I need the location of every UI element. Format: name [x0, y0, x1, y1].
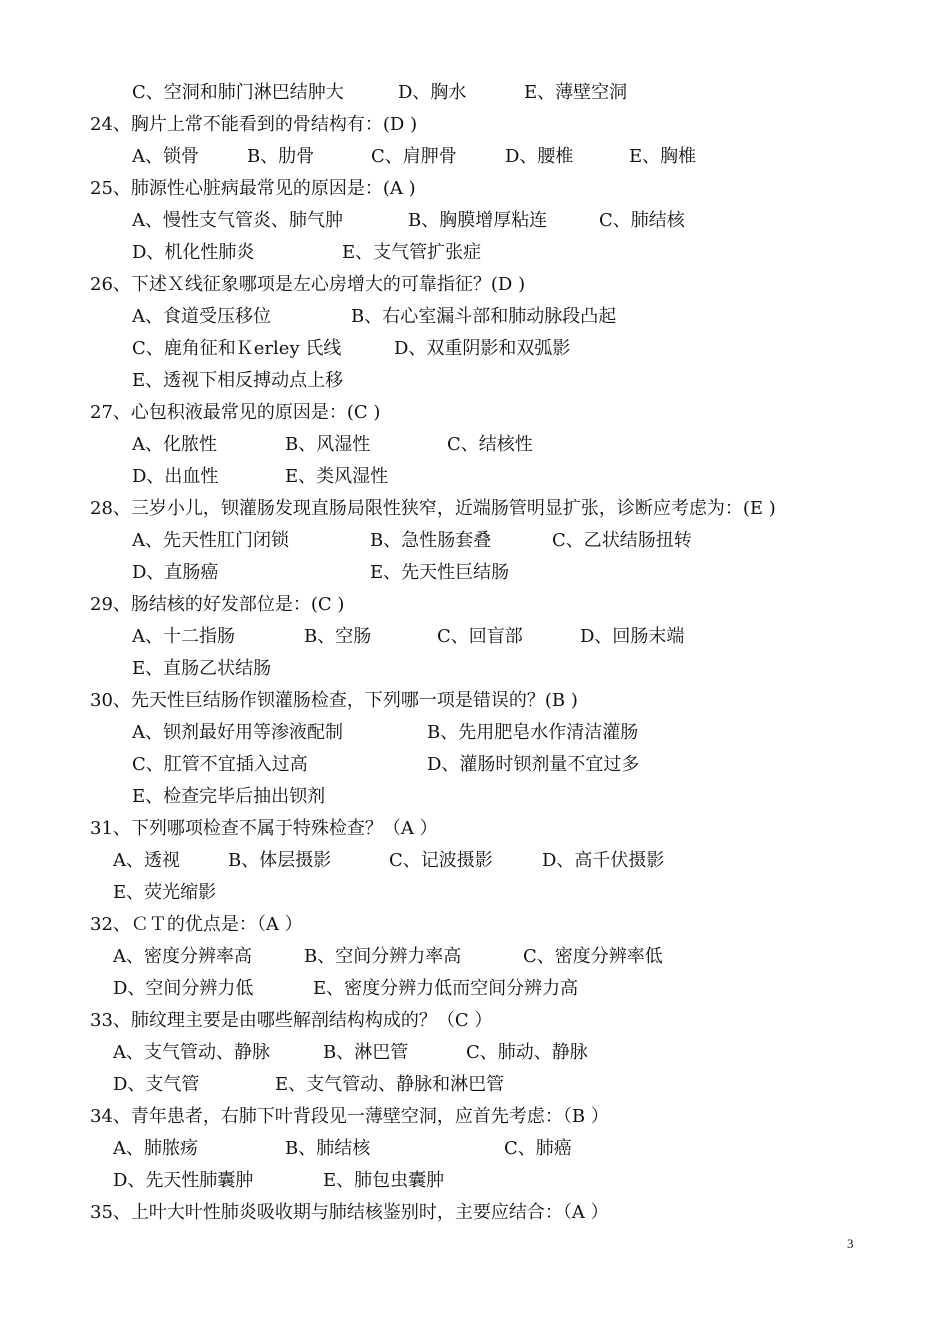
- option-line: [0, 77, 950, 109]
- option-line: [0, 557, 950, 589]
- option: A、锁骨: [132, 146, 199, 167]
- option: C、肛管不宜插入过高: [132, 754, 308, 775]
- option-line: [0, 941, 950, 973]
- option: B、风湿性: [285, 434, 371, 455]
- question-line: 26、下述Ｘ线征象哪项是左心房增大的可靠指征？(D ): [90, 274, 526, 295]
- option-line: [0, 429, 950, 461]
- option: D、机化性肺炎: [132, 242, 255, 263]
- option: C、肺结核: [599, 210, 685, 231]
- option-line: [0, 237, 950, 269]
- option: C、乙状结肠扭转: [552, 530, 692, 551]
- option: A、十二指肠: [132, 626, 235, 647]
- option: A、慢性支气管炎、肺气肿: [132, 210, 343, 231]
- option: E、胸椎: [629, 146, 697, 167]
- option: E、透视下相反搏动点上移: [132, 370, 344, 391]
- option: C、鹿角征和Ｋerley 氏线: [132, 338, 342, 359]
- option-line: [0, 973, 950, 1005]
- question-line: 24、胸片上常不能看到的骨结构有：(D ): [90, 114, 418, 135]
- question-line: 34、青年患者，右肺下叶背段见一薄壁空洞，应首先考虑：（B ）: [90, 1106, 609, 1127]
- question-line: 25、肺源性心脏病最常见的原因是：(A ): [90, 178, 416, 199]
- option: C、记波摄影: [389, 850, 493, 871]
- question-line: 28、三岁小儿，钡灌肠发现直肠局限性狭窄，近端肠管明显扩张，诊断应考虑为：(E ): [90, 498, 776, 519]
- question-line: 32、ＣＴ的优点是：（A ）: [90, 914, 303, 935]
- question-line: 31、下列哪项检查不属于特殊检查？（A ）: [90, 818, 438, 839]
- option: D、双重阴影和双弧影: [394, 338, 571, 359]
- option: A、钡剂最好用等渗液配制: [132, 722, 343, 743]
- option-line: [0, 461, 950, 493]
- option: D、直肠癌: [132, 562, 219, 583]
- option-line: [0, 717, 950, 749]
- option-line: [0, 1133, 950, 1165]
- option: C、肺动、静脉: [466, 1042, 588, 1063]
- option: A、食道受压移位: [132, 306, 271, 327]
- option: A、肺脓疡: [113, 1138, 198, 1159]
- option: A、先天性肛门闭锁: [132, 530, 289, 551]
- option: B、胸膜增厚粘连: [408, 210, 548, 231]
- option-line: [0, 1037, 950, 1069]
- page-number: 3: [847, 1236, 854, 1251]
- option: B、先用肥皂水作清洁灌肠: [427, 722, 639, 743]
- option-line: [0, 749, 950, 781]
- option-line: [0, 301, 950, 333]
- option-line: [0, 653, 950, 685]
- option: C、空洞和肺门淋巴结肿大: [132, 82, 344, 103]
- option: E、直肠乙状结肠: [132, 658, 272, 679]
- option: E、检查完毕后抽出钡剂: [132, 786, 326, 807]
- option: D、腰椎: [505, 146, 574, 167]
- option-line: [0, 333, 950, 365]
- option: D、胸水: [398, 82, 467, 103]
- option: C、肺癌: [504, 1138, 572, 1159]
- option: E、支气管动、静脉和淋巴管: [275, 1074, 505, 1095]
- option: E、荧光缩影: [113, 882, 217, 903]
- question-line: 30、先天性巨结肠作钡灌肠检查，下列哪一项是错误的？(B ): [90, 690, 578, 711]
- option-line: [0, 365, 950, 397]
- option: B、空间分辨力率高: [304, 946, 462, 967]
- option: B、右心室漏斗部和肺动脉段凸起: [351, 306, 617, 327]
- option: E、支气管扩张症: [342, 242, 482, 263]
- option: C、回盲部: [437, 626, 523, 647]
- option: D、支气管: [113, 1074, 200, 1095]
- option: D、灌肠时钡剂量不宜过多: [427, 754, 640, 775]
- option: B、肺结核: [285, 1138, 371, 1159]
- option: B、体层摄影: [228, 850, 332, 871]
- option: D、出血性: [132, 466, 219, 487]
- question-line: 35、上叶大叶性肺炎吸收期与肺结核鉴别时，主要应结合：（A ）: [90, 1202, 609, 1223]
- option-line: [0, 205, 950, 237]
- option: C、密度分辨率低: [523, 946, 663, 967]
- option-line: [0, 781, 950, 813]
- option: B、急性肠套叠: [370, 530, 492, 551]
- question-line: 27、心包积液最常见的原因是：(C ): [90, 402, 381, 423]
- question-line: 33、肺纹理主要是由哪些解剖结构构成的？（C ）: [90, 1010, 493, 1031]
- option: A、密度分辨率高: [113, 946, 252, 967]
- option-line: [0, 141, 950, 173]
- option: E、类风湿性: [285, 466, 389, 487]
- option: B、淋巴管: [323, 1042, 409, 1063]
- option: B、空肠: [304, 626, 372, 647]
- option-line: [0, 1069, 950, 1101]
- option: B、肋骨: [247, 146, 315, 167]
- option-line: [0, 525, 950, 557]
- option-line: [0, 621, 950, 653]
- option: A、化脓性: [132, 434, 217, 455]
- option: D、高千伏摄影: [542, 850, 665, 871]
- option: E、密度分辨力低而空间分辨力高: [313, 978, 579, 999]
- option-line: [0, 877, 950, 909]
- option: C、肩胛骨: [371, 146, 457, 167]
- option: D、回肠末端: [580, 626, 685, 647]
- option: D、空间分辨力低: [113, 978, 254, 999]
- option: C、结核性: [447, 434, 533, 455]
- option: A、透视: [113, 850, 180, 871]
- option-line: [0, 845, 950, 877]
- option: A、支气管动、静脉: [113, 1042, 270, 1063]
- question-line: 29、肠结核的好发部位是：(C ): [90, 594, 345, 615]
- option: E、先天性巨结肠: [370, 562, 510, 583]
- option: E、肺包虫囊肿: [323, 1170, 445, 1191]
- option-line: [0, 1165, 950, 1197]
- option: D、先天性肺囊肿: [113, 1170, 254, 1191]
- option: E、薄壁空洞: [524, 82, 628, 103]
